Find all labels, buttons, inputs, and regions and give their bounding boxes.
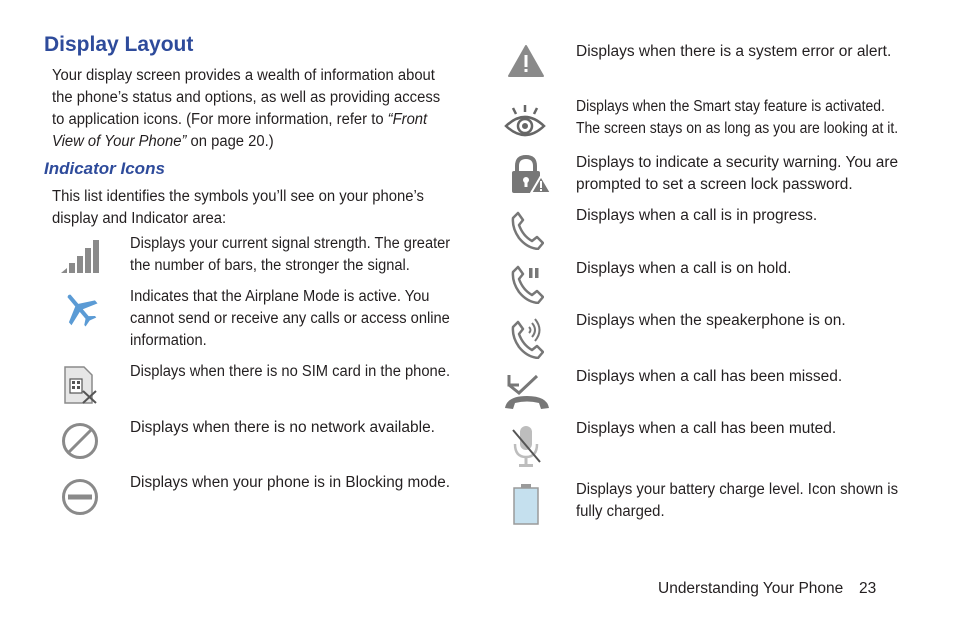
intro-paragraph — [52, 65, 440, 153]
list-intro-line-1: This list identifies the symbols you’ll see on your phone’s — [52, 188, 424, 205]
description-line: Displays when there is no SIM card in the phone. — [130, 363, 451, 380]
description-line: cannot send or receive any calls or access online — [130, 310, 450, 327]
intro-line-2: the phone’s status and options, as well as providing access — [52, 89, 441, 106]
blocking-mode-description — [130, 472, 450, 494]
description-line: Displays to indicate a security warning. You are — [576, 154, 899, 171]
description-line: Displays when a call has been muted. — [576, 420, 837, 437]
call-on-hold-icon — [510, 264, 544, 304]
missed-call-icon — [503, 372, 551, 410]
section-subtitle: Indicator Icons — [44, 159, 165, 178]
signal-strength-description — [130, 233, 450, 277]
description-line: Displays when there is a system error or alert. — [576, 43, 892, 60]
muted-call-description — [576, 418, 836, 440]
footer-section-name: Understanding Your Phone — [658, 580, 844, 597]
smart-stay-eye-icon — [504, 104, 546, 140]
missed-call-description — [576, 366, 842, 388]
description-line: information. — [130, 332, 207, 349]
no-sim-icon — [64, 366, 98, 404]
intro-line-3 — [52, 109, 440, 131]
description-line: Displays when a call is in progress. — [576, 207, 818, 224]
system-alert-icon — [507, 44, 545, 78]
description-line: the number of bars, the stronger the signal. — [130, 257, 410, 274]
description-line: The screen stays on as long as you are looking at it. — [576, 120, 899, 137]
no-sim-description — [130, 361, 450, 383]
signal-strength-icon — [61, 239, 99, 273]
smart-stay-description — [576, 96, 898, 140]
description-line: Displays when the Smart stay feature is activated. — [576, 98, 885, 115]
description-line: Displays when there is no network available. — [130, 419, 435, 436]
call-in-progress-description — [576, 205, 817, 227]
airplane-mode-description — [130, 286, 450, 352]
description-line: fully charged. — [576, 503, 665, 520]
intro-line-3-text: to application icons. (For more information, refer to — [52, 111, 388, 128]
battery-full-icon — [512, 483, 542, 525]
security-warning-description — [576, 152, 898, 196]
no-network-description — [130, 417, 435, 439]
list-intro — [52, 186, 424, 230]
description-line: Displays when the speakerphone is on. — [576, 312, 846, 329]
description-line: Displays when a call has been missed. — [576, 368, 843, 385]
description-line: Displays your current signal strength. The greater — [130, 235, 451, 252]
muted-call-icon — [510, 424, 542, 468]
page-title: Display Layout — [44, 33, 194, 56]
footer-page-number: 23 — [859, 580, 877, 597]
speakerphone-description — [576, 310, 846, 332]
blocking-mode-icon — [61, 478, 99, 516]
airplane-icon — [61, 291, 99, 327]
system-alert-description — [576, 41, 891, 63]
battery-description — [576, 479, 898, 523]
description-line: Indicates that the Airplane Mode is active. You — [130, 288, 430, 305]
intro-line-4 — [52, 131, 440, 153]
description-line: prompted to set a screen lock password. — [576, 176, 853, 193]
description-line: Displays your battery charge level. Icon shown is — [576, 481, 899, 498]
intro-line-4-text: on page 20.) — [186, 133, 274, 150]
front-view-reference-link-cont[interactable]: View of Your Phone” — [52, 133, 187, 150]
front-view-reference-link[interactable]: “Front — [387, 111, 428, 128]
description-line: Displays when your phone is in Blocking mode. — [130, 474, 451, 491]
call-on-hold-description — [576, 258, 791, 280]
call-in-progress-icon — [510, 210, 544, 250]
list-intro-line-2: display and Indicator area: — [52, 210, 227, 227]
no-network-icon — [61, 422, 99, 460]
intro-line-1: Your display screen provides a wealth of information about — [52, 67, 435, 84]
description-line: Displays when a call is on hold. — [576, 260, 792, 277]
speakerphone-icon — [510, 317, 544, 359]
security-warning-lock-icon — [510, 155, 552, 195]
